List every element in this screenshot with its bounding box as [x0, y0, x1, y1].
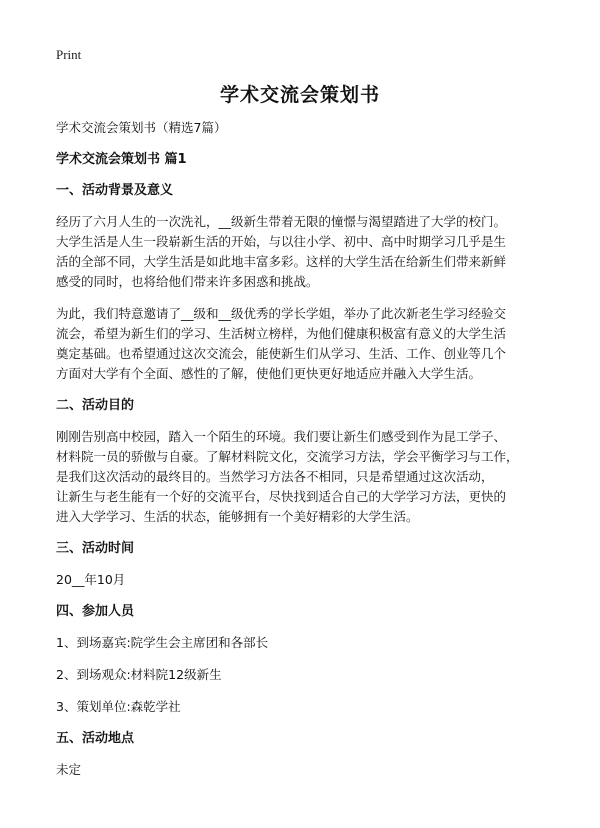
section-heading-purpose: 二、活动目的 [56, 398, 135, 413]
page-title: 学术交流会策划书 [219, 84, 380, 106]
text-line: 活的全部不同，大学生活是如此地丰富多彩。这样的大学生活在给新生们带来新鲜 [56, 254, 507, 269]
event-time: 20__年10月 [56, 572, 126, 587]
article-body [56, 118, 556, 792]
text-line: 经历了六月人生的一次洗礼，__级新生带着无限的憧憬与渴望踏进了大学的校门。 [56, 214, 507, 229]
text-line: 让新生与老生能有一个好的交流平台，尽快找到适合自己的大学学习方法，更快的 [56, 489, 507, 504]
print-link[interactable]: Print [56, 47, 82, 62]
section-heading-participants: 四、参加人员 [56, 604, 135, 619]
text-line: 奠定基础。也希望通过这次交流会，能使新生们从学习、生活、工作、创业等几个 [56, 346, 507, 361]
text-line: 方面对大学有个全面、感性的了解，使他们更快更好地适应并融入大学生活。 [56, 366, 482, 381]
text-line: 是我们这次活动的最终目的。当然学习方法各不相同，只是希望通过这次活动， [56, 469, 494, 484]
text-line: 大学生活是人生一段崭新生活的开始，与以往小学、初中、高中时期学习几乎是生 [56, 234, 507, 249]
background-paragraph-1 [56, 212, 556, 292]
text-line: 为此，我们特意邀请了__级和__级优秀的学长学姐，举办了此次新老生学习经验交 [56, 306, 507, 321]
participant-item: 1、到场嘉宾:院学生会主席团和各部长 [56, 635, 269, 650]
participant-item: 3、策划单位:森乾学社 [56, 699, 181, 714]
document-subtitle: 学术交流会策划书（精选7篇） [56, 120, 227, 135]
text-line: 流会，希望为新生们的学习、生活树立榜样，为他们健康积极富有意义的大学生活 [56, 326, 507, 341]
text-line: 进入大学学习、生活的状态，能够拥有一个美好精彩的大学生活。 [56, 509, 419, 524]
text-line: 感受的同时，也将给他们带来许多困惑和挑战。 [56, 274, 319, 289]
text-line: 材料院一员的骄傲与自豪。了解材料院文化，交流学习方法，学会平衡学习与工作， [56, 449, 519, 464]
purpose-paragraph [56, 427, 556, 527]
section-heading-background: 一、活动背景及意义 [56, 183, 174, 198]
background-paragraph-2 [56, 304, 556, 384]
event-location: 未定 [56, 762, 82, 777]
section-heading-location: 五、活动地点 [56, 731, 135, 746]
text-line: 刚刚告别高中校园，踏入一个陌生的环境。我们要让新生们感受到作为昆工学子、 [56, 429, 507, 444]
participant-item: 2、到场观众:材料院12级新生 [56, 667, 222, 682]
section-heading-time: 三、活动时间 [56, 541, 135, 556]
article-heading: 学术交流会策划书 篇1 [56, 152, 187, 167]
